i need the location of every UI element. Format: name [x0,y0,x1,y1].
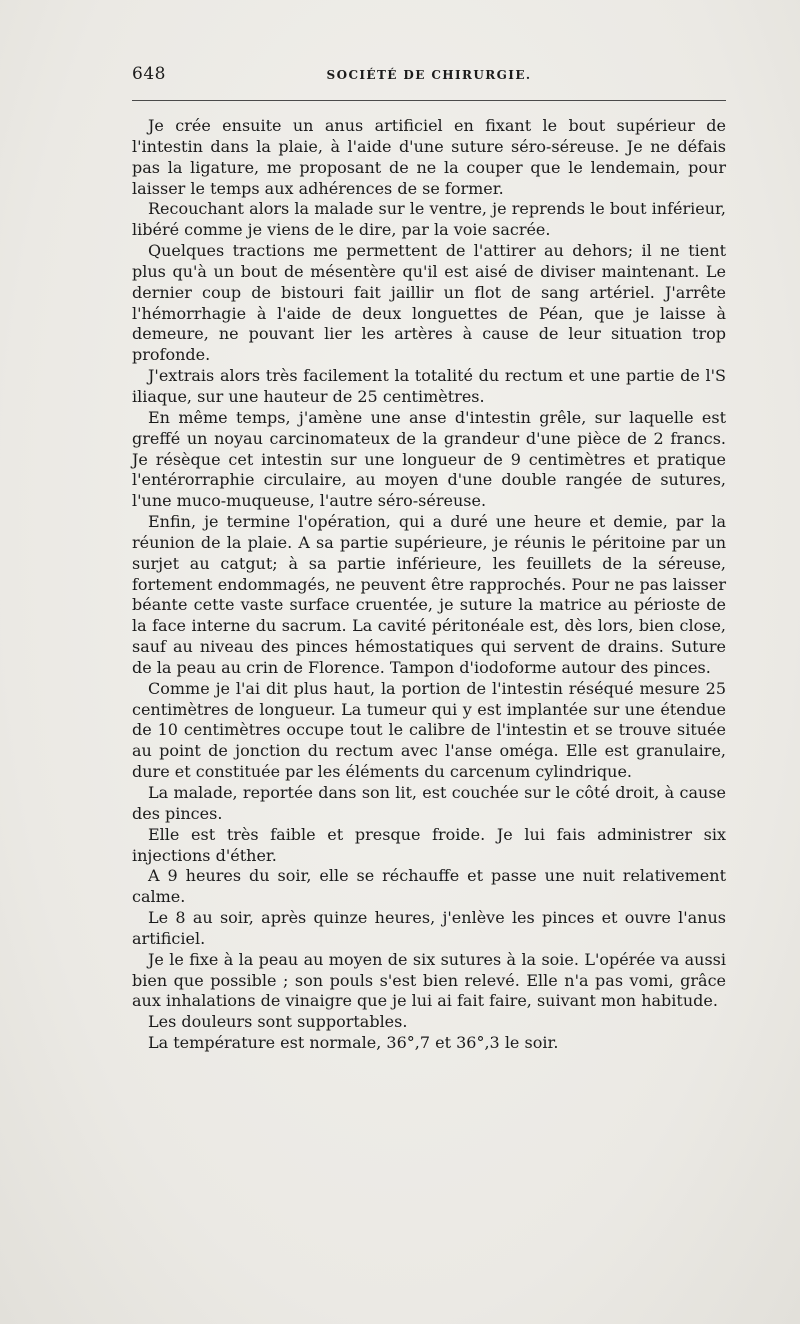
paragraph: A 9 heures du soir, elle se réchauffe et passe une nuit relativement calme. [132,866,726,907]
body-text [132,116,726,1054]
running-title: SOCIÉTÉ DE CHIRURGIE. [326,68,532,82]
paragraph: Elle est très faible et presque froide. Je lui fais administrer six injections d'éther. [132,824,726,865]
paragraph: Quelques tractions me permettent de l'attirer au dehors; il ne tient plus qu'à un bout de mésentère qu'il est aisé de diviser maintenant. Le dernier coup de bistouri fait jaillir un flot de sang artériel. J'arrête l'hémorrhagie à l'aide de deux longuettes de Péan, que je laisse à demeure, ne pouvant lier les artères à cause de leur situation trop profonde. [132,241,726,365]
paragraph: Le 8 au soir, après quinze heures, j'enlève les pinces et ouvre l'anus artificiel. [132,908,726,948]
header-rule [132,100,726,101]
paragraph: Recouchant alors la malade sur le ventre, je reprends le bout inférieur, libéré comme je viens de le dire, par la voie sacrée. [132,199,726,240]
paragraph: Enfin, je termine l'opération, qui a duré une heure et demie, par la réunion de la plaie. A sa partie supérieure, je réunis le péritoine par un surjet au catgut; à sa partie inférieure, les feuillets de la séreuse, fortement endommagés, ne peuvent être rapprochés. Pour ne pas laisser béante cette vaste surface cruentée, je suture la matrice au périoste de la face interne du sacrum. La cavité péritonéale est, dès lors, bien close, sauf au niveau des pinces hémostatiques qui servent de drains. Suture de la peau au crin de Florence. Tampon d'iodoforme autour des pinces. [132,512,726,677]
paragraph: J'extrais alors très facilement la totalité du rectum et une partie de l'S iliaque, sur une hauteur de 25 centimètres. [132,366,726,406]
paragraph: Les douleurs sont supportables. [148,1012,408,1032]
paragraph: La malade, reportée dans son lit, est couchée sur le côté droit, à cause des pinces. [132,783,726,823]
paragraph: Comme je l'ai dit plus haut, la portion de l'intestin réséqué mesure 25 centimètres de longueur. La tumeur qui y est implantée sur une étendue de 10 centimètres occupe tout le calibre de l'intestin et se trouve située au point de jonction du rectum avec l'anse oméga. Elle est granulaire, dure et constituée par les éléments du carcenum cylindrique. [132,678,726,782]
paragraph: La température est normale, 36°,7 et 36°,3 le soir. [148,1033,559,1053]
paragraph: Je crée ensuite un anus artificiel en fixant le bout supérieur de l'intestin dans la plaie, à l'aide d'une suture séro-séreuse. Je ne défais pas la ligature, me proposant de ne la couper que le lendemain, pour laisser le temps aux adhérences de se former. [132,116,726,198]
paragraph: En même temps, j'amène une anse d'intestin grêle, sur laquelle est greffé un noyau carcinomateux de la grandeur d'une pièce de 2 francs. Je résèque cet intestin sur une longueur de 9 centimètres et pratique l'entérorraphie circulaire, au moyen d'une double rangée de sutures, l'une muco-muqueuse, l'autre séro-séreuse. [132,407,726,511]
paragraph: Je le fixe à la peau au moyen de six sutures à la soie. L'opérée va aussi bien que possible ; son pouls s'est bien relevé. Elle n'a pas vomi, grâce aux inhalations de vinaigre que je lui ai fait faire, suivant mon habitude. [132,949,726,1011]
page-number: 648 [132,64,166,84]
page-header [132,64,726,88]
